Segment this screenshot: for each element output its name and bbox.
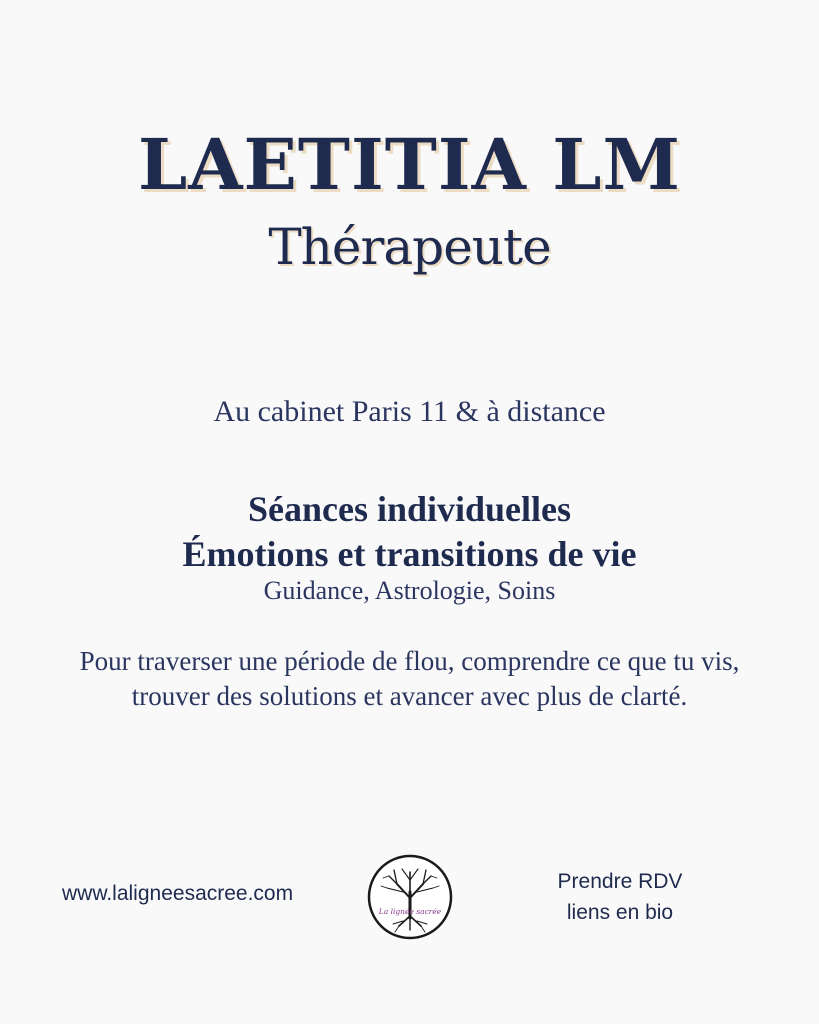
cta-line-links: liens en bio	[566, 901, 674, 924]
cta-block	[515, 866, 725, 928]
logo	[367, 854, 453, 940]
cta-line-appointment[interactable]: Prendre RDV	[557, 870, 683, 893]
service-heading-2: Émotions et transitions de vie	[182, 534, 637, 574]
page-title: LAETITIA LM	[138, 123, 681, 206]
description-text: Pour traverser une période de flou, comprendre ce que tu vis, trouver des solutions et avancer avec plus de clarté.	[79, 646, 740, 711]
specialties-text: Guidance, Astrologie, Soins	[263, 576, 556, 605]
page-subtitle: Thérapeute	[268, 218, 551, 276]
website-link[interactable]: www.laligneesacree.com	[62, 882, 294, 905]
location-text: Au cabinet Paris 11 & à distance	[213, 395, 606, 428]
tree-of-life-icon	[367, 854, 453, 940]
logo-text: La lignée sacrée	[378, 907, 442, 916]
service-heading-1: Séances individuelles	[247, 489, 572, 529]
